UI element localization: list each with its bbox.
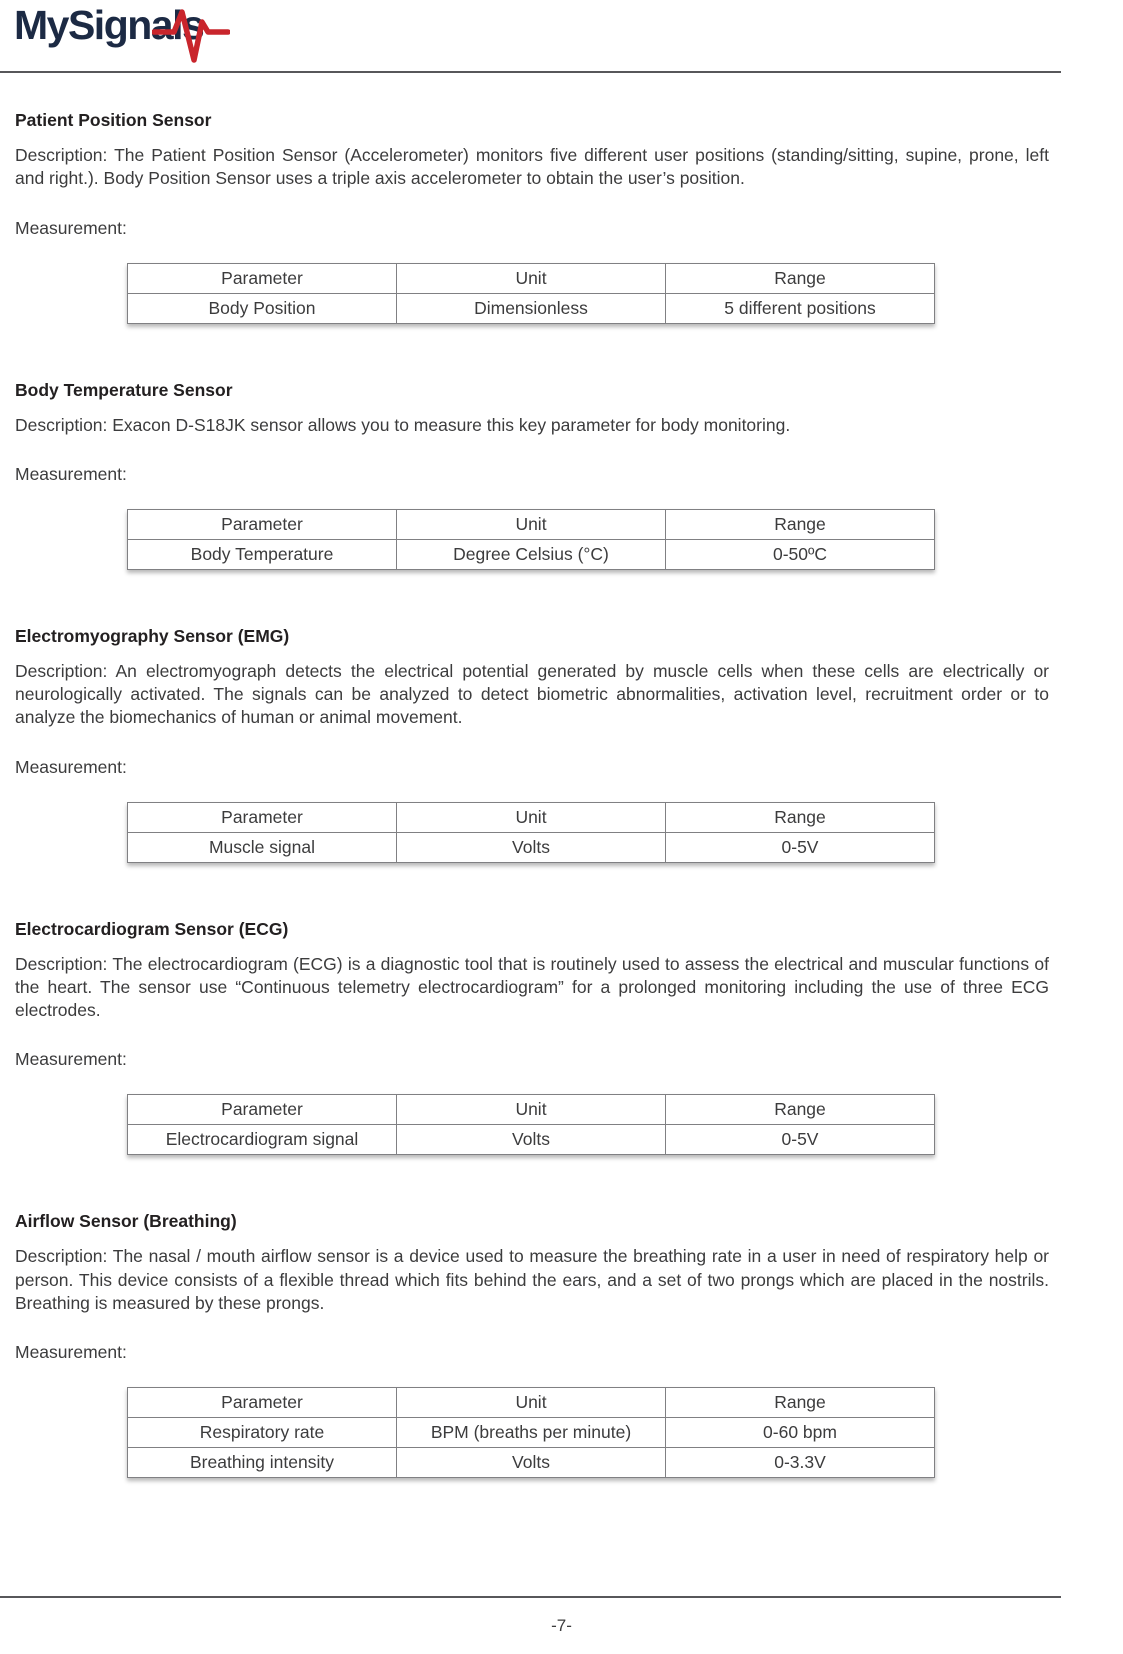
table-cell: Degree Celsius (°C) [397, 539, 666, 569]
table-cell: 0-60 bpm [666, 1418, 935, 1448]
page-header [0, 0, 1123, 74]
section-description: Description: The nasal / mouth airflow sensor is a device used to measure the breathing rate in a user in need of respiratory help or person. This device consists of a flexible thread which fits behind the ears, and a set of two prongs which are placed in the nostrils. Breathing is measured by these prongs. [15, 1246, 1049, 1313]
section-emg [15, 626, 1049, 863]
table-header-row [128, 263, 935, 293]
section-heading: Patient Position Sensor [15, 110, 212, 130]
table-cell: Respiratory rate [128, 1418, 397, 1448]
page-number: -7- [551, 1616, 572, 1635]
table-header-cell: Unit [397, 1388, 666, 1418]
table-row [128, 1448, 935, 1478]
measurement-table-wrap [127, 1387, 1049, 1478]
table-header-cell: Unit [397, 802, 666, 832]
header-divider [0, 71, 1061, 73]
table-header-row [128, 509, 935, 539]
section-heading: Electromyography Sensor (EMG) [15, 625, 290, 646]
table-cell: BPM (breaths per minute) [397, 1418, 666, 1448]
table-header-cell: Unit [397, 263, 666, 293]
table-row [128, 293, 935, 323]
table-header-cell: Parameter [128, 1095, 397, 1125]
table-header-row [128, 1095, 935, 1125]
table-header-cell: Range [666, 263, 935, 293]
measurement-table [127, 1387, 935, 1478]
measurement-table-wrap [127, 263, 1049, 324]
measurement-label: Measurement: [15, 1342, 127, 1363]
measurement-table-wrap [127, 1094, 1049, 1155]
table-row [128, 539, 935, 569]
section-heading: Electrocardiogram Sensor (ECG) [15, 918, 289, 939]
table-cell: Volts [397, 1125, 666, 1155]
table-header-row [128, 1388, 935, 1418]
measurement-label: Measurement: [15, 217, 127, 238]
measurement-table [127, 509, 935, 570]
table-cell: Body Position [128, 293, 397, 323]
table-header-cell: Unit [397, 1095, 666, 1125]
table-row [128, 1418, 935, 1448]
table-header-cell: Parameter [128, 263, 397, 293]
measurement-label: Measurement: [15, 463, 127, 484]
table-row [128, 1125, 935, 1155]
section-description: Description: The electrocardiogram (ECG) is a diagnostic tool that is routinely used to assess the electrical and muscular functions of the heart. The sensor use “Continuous telemetry electrocardiogram” for a prolonged monitoring including the use of three ECG electrodes. [15, 953, 1049, 1021]
section-description: Description: The Patient Position Sensor (Accelerometer) monitors five different user positions (standing/sitting, supine, prone, left and right.). Body Position Sensor uses a triple axis accelerometer to obtain the user’s position. [15, 145, 1049, 189]
section-airflow [15, 1211, 1049, 1478]
table-header-cell: Parameter [128, 509, 397, 539]
measurement-table-wrap [127, 802, 1049, 863]
mysignals-logo: MySignals [14, 2, 204, 48]
section-description: Description: An electromyograph detects the electrical potential generated by muscle cells when these cells are electrically or neurologically activated. The signals can be analyzed to detect biometric abnormalities, activation level, recruitment order or to analyze the biomechanics of human or animal movement. [15, 660, 1049, 728]
table-cell: 0-3.3V [666, 1448, 935, 1478]
measurement-table [127, 802, 935, 863]
measurement-label: Measurement: [15, 756, 127, 777]
table-header-cell: Parameter [128, 802, 397, 832]
section-ecg [15, 919, 1049, 1156]
table-header-cell: Range [666, 802, 935, 832]
table-cell: Body Temperature [128, 539, 397, 569]
table-header-cell: Range [666, 509, 935, 539]
footer-divider [0, 1596, 1061, 1598]
table-header-cell: Unit [397, 509, 666, 539]
section-heading: Body Temperature Sensor [15, 379, 233, 400]
document-body [0, 110, 1123, 1478]
section-patient-position [15, 110, 1049, 324]
table-cell: Electrocardiogram signal [128, 1125, 397, 1155]
table-cell: Breathing intensity [128, 1448, 397, 1478]
measurement-table-wrap [127, 509, 1049, 570]
table-cell: Volts [397, 832, 666, 862]
table-cell: Muscle signal [128, 832, 397, 862]
measurement-table [127, 1094, 935, 1155]
table-header-cell: Parameter [128, 1388, 397, 1418]
section-description: Description: Exacon D-S18JK sensor allows you to measure this key parameter for body monitoring. [15, 414, 791, 435]
table-cell: 5 different positions [666, 293, 935, 323]
table-cell: 0-5V [666, 832, 935, 862]
section-heading: Airflow Sensor (Breathing) [15, 1211, 237, 1232]
table-row [128, 832, 935, 862]
table-cell: 0-5V [666, 1125, 935, 1155]
section-body-temperature [15, 380, 1049, 570]
measurement-table [127, 263, 935, 324]
table-cell: Volts [397, 1448, 666, 1478]
measurement-label: Measurement: [15, 1049, 127, 1070]
table-cell: 0-50ºC [666, 539, 935, 569]
table-header-cell: Range [666, 1095, 935, 1125]
table-cell: Dimensionless [397, 293, 666, 323]
table-header-row [128, 802, 935, 832]
table-header-cell: Range [666, 1388, 935, 1418]
